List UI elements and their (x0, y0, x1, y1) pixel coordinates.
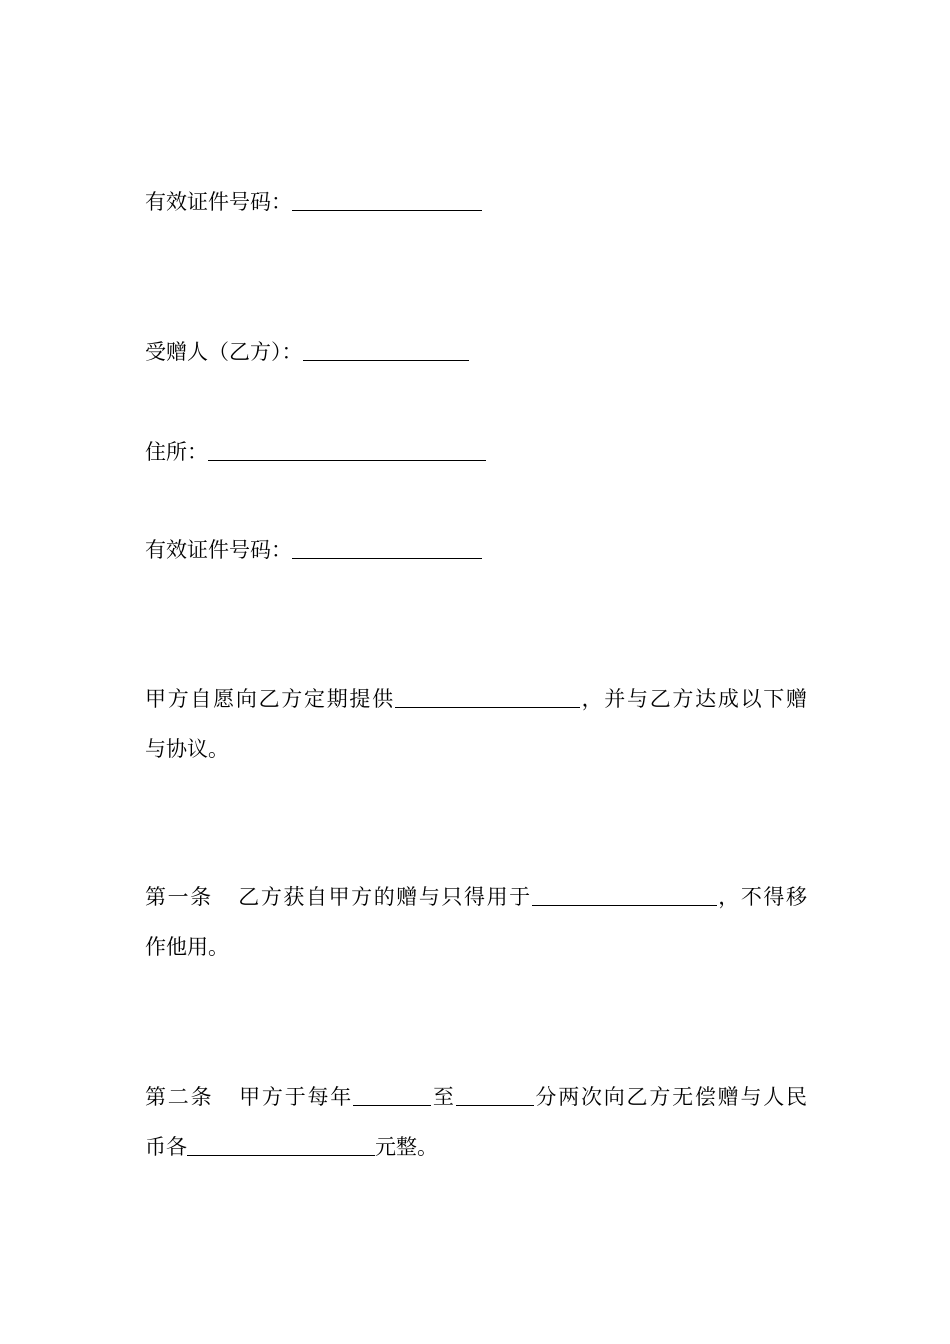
donee-id-blank[interactable] (292, 538, 482, 559)
article-1-paragraph (145, 872, 807, 972)
article-2-text-5: 元整。 (375, 1135, 438, 1159)
intro-row-1 (145, 674, 807, 724)
donee-label: 受赠人（乙方）： (145, 340, 303, 364)
intro-paragraph (145, 674, 807, 774)
donee-id-line (145, 538, 482, 562)
article-2-text-4: 币各 (145, 1135, 187, 1159)
article-2-paragraph (145, 1072, 807, 1172)
donee-line (145, 340, 469, 364)
article-1-row-2 (145, 922, 807, 972)
donee-address-label: 住所： (145, 440, 208, 464)
article-1-heading: 第一条 (145, 885, 213, 909)
article-2-row-1 (145, 1072, 807, 1122)
article-1-text-1: 乙方获自甲方的赠与只得用于 (236, 885, 532, 909)
intro-text-3: 与协议。 (145, 737, 229, 761)
donee-name-blank[interactable] (303, 340, 469, 361)
article-2-blank-end[interactable] (456, 1085, 534, 1106)
article-2-text-2: 至 (431, 1085, 456, 1109)
donee-address-line (145, 440, 486, 464)
intro-text-1: 甲方自愿向乙方定期提供 (145, 687, 395, 711)
donor-id-blank[interactable] (292, 190, 482, 211)
article-2-text-1: 甲方于每年 (237, 1085, 354, 1109)
intro-text-2: ，并与乙方达成以下赠 (579, 687, 808, 711)
article-2-blank-start[interactable] (353, 1085, 431, 1106)
intro-row-2 (145, 724, 807, 774)
article-1-blank[interactable] (532, 885, 717, 906)
article-1-row-1 (145, 872, 807, 922)
article-2-amount-blank[interactable] (187, 1135, 375, 1156)
donee-id-label: 有效证件号码： (145, 538, 292, 562)
donor-id-label: 有效证件号码： (145, 190, 292, 214)
article-1-text-3: 作他用。 (145, 935, 229, 959)
donor-id-line (145, 190, 482, 214)
intro-blank[interactable] (395, 687, 580, 708)
article-2-row-2 (145, 1122, 807, 1172)
article-1-text-2: ，不得移 (716, 885, 808, 909)
article-2-heading: 第二条 (145, 1085, 214, 1109)
donee-address-blank[interactable] (208, 440, 486, 461)
article-2-text-3: 分两次向乙方无偿赠与人民 (533, 1085, 808, 1109)
